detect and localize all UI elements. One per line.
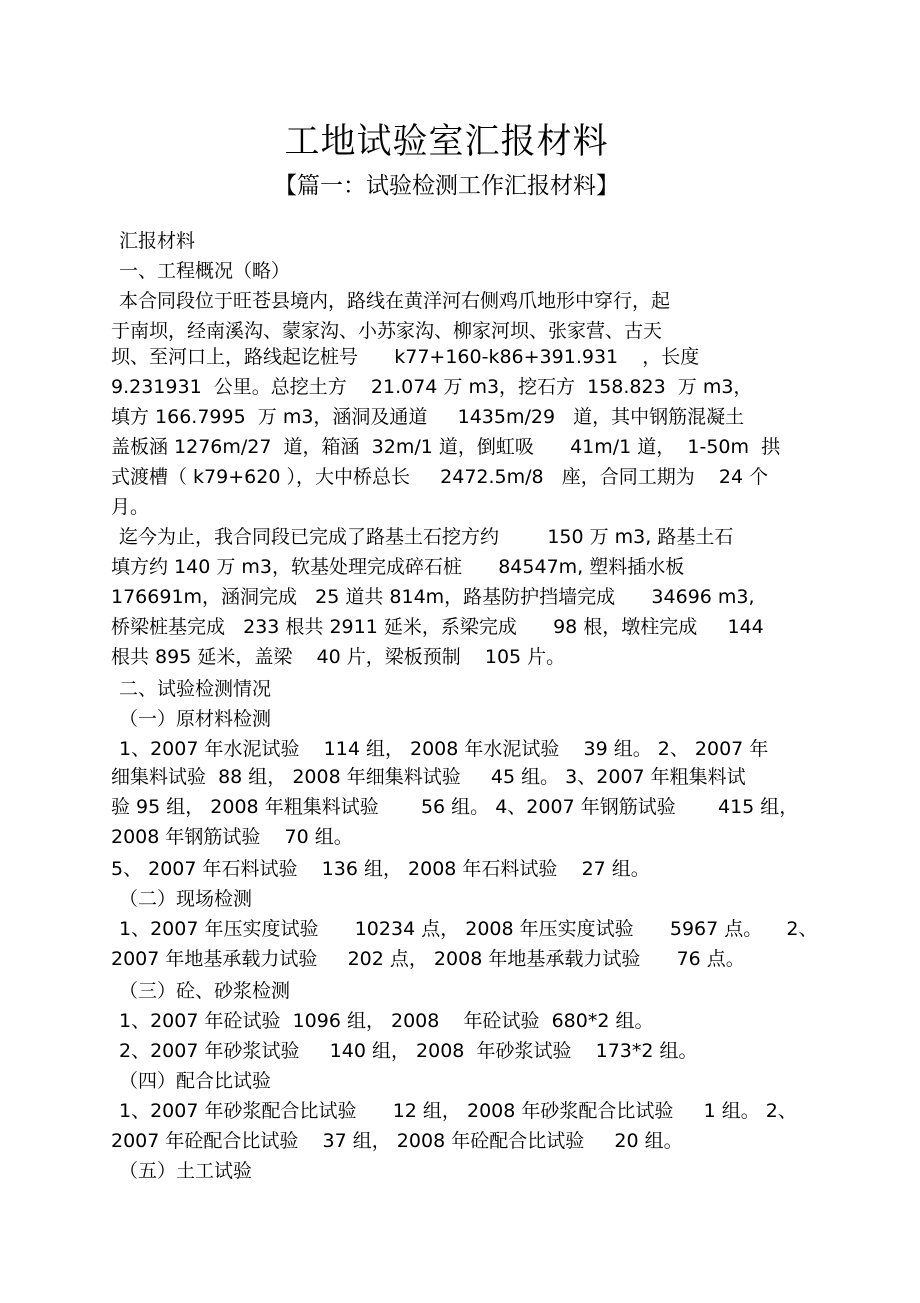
text-line: 2008 年钢筋试验 70 组。 xyxy=(111,826,353,848)
text-line: 验 95 组， 2008 年粗集料试验 56 组。 4、2007 年钢筋试验 415 组， xyxy=(111,796,799,818)
text-line: 填方 166.7995 万 m3，涵洞及通道 1435m/29 道，其中钢筋混凝土 xyxy=(111,406,745,428)
text-line: 于南坝，经南溪沟、蒙家沟、小苏家沟、柳家河坝、张家营、古天 xyxy=(111,320,663,342)
text-line: 1、2007 年砼试验 1096 组， 2008 年砼试验 680*2 组。 xyxy=(119,1010,654,1032)
text-line: 月。 xyxy=(111,496,150,518)
text-line: 一、工程概况（略） xyxy=(119,260,291,282)
document-subtitle: 【篇一：试验检测工作汇报材料】 xyxy=(274,173,619,199)
text-line: 根共 895 延米，盖梁 40 片，梁板预制 105 片。 xyxy=(111,646,566,668)
text-line: （四）配合比试验 xyxy=(119,1070,272,1092)
text-line: 桥梁桩基完成 233 根共 2911 延米，系梁完成 98 根，墩柱完成 144 xyxy=(111,616,764,638)
text-line: 2007 年地基承载力试验 202 点， 2008 年地基承载力试验 76 点。 xyxy=(111,948,745,970)
text-line: （二）现场检测 xyxy=(119,888,253,910)
text-line: 盖板涵 1276m/27 道，箱涵 32m/1 道，倒虹吸 41m/1 道， 1-50m 拱 xyxy=(111,436,781,458)
text-line: 2、2007 年砂浆试验 140 组， 2008 年砂浆试验 173*2 组。 xyxy=(119,1040,698,1062)
text-line: （五）土工试验 xyxy=(119,1160,253,1182)
text-line: 1、2007 年压实度试验 10234 点， 2008 年压实度试验 5967 点。 2、 xyxy=(119,918,818,940)
text-line: 本合同段位于旺苍县境内，路线在黄洋河右侧鸡爪地形中穿行，起 xyxy=(119,290,671,312)
document-title: 工地试验室汇报材料 xyxy=(284,122,609,162)
text-line: 5、 2007 年石料试验 136 组， 2008 年石料试验 27 组。 xyxy=(111,858,650,880)
text-line: 式渡槽（ k79+620 ），大中桥总长 2472.5m/8 座，合同工期为 24 个 xyxy=(111,466,769,488)
text-line: （一）原材料检测 xyxy=(119,708,272,730)
text-line: 1、2007 年砂浆配合比试验 12 组， 2008 年砂浆配合比试验 1 组。 2、 xyxy=(119,1100,797,1122)
text-line: 填方约 140 万 m3，软基处理完成碎石桩 84547m, 塑料插水板 xyxy=(111,556,685,578)
text-line: 9.231931 公里。总挖土方 21.074 万 m3，挖石方 158.823 万 m3， xyxy=(111,376,753,398)
text-line: 细集料试验 88 组， 2008 年细集料试验 45 组。 3、2007 年粗集料试 xyxy=(111,766,746,788)
text-line: 176691m，涵洞完成 25 道共 814m，路基防护挡墙完成 34696 m3, xyxy=(111,586,755,608)
text-line: （三）砼、砂浆检测 xyxy=(119,980,291,1002)
text-line: 1、2007 年水泥试验 114 组， 2008 年水泥试验 39 组。 2、 2007 年 xyxy=(119,738,769,760)
text-line: 二、试验检测情况 xyxy=(119,678,272,700)
text-line: 2007 年砼配合比试验 37 组， 2008 年砼配合比试验 20 组。 xyxy=(111,1130,683,1152)
text-line: 迄今为止，我合同段已完成了路基土石挖方约 150 万 m3, 路基土石 xyxy=(119,526,734,548)
text-line: 坝、至河口上，路线起讫桩号 k77+160-k86+391.931 ，长度 xyxy=(111,346,700,368)
text-line: 汇报材料 xyxy=(119,230,196,252)
